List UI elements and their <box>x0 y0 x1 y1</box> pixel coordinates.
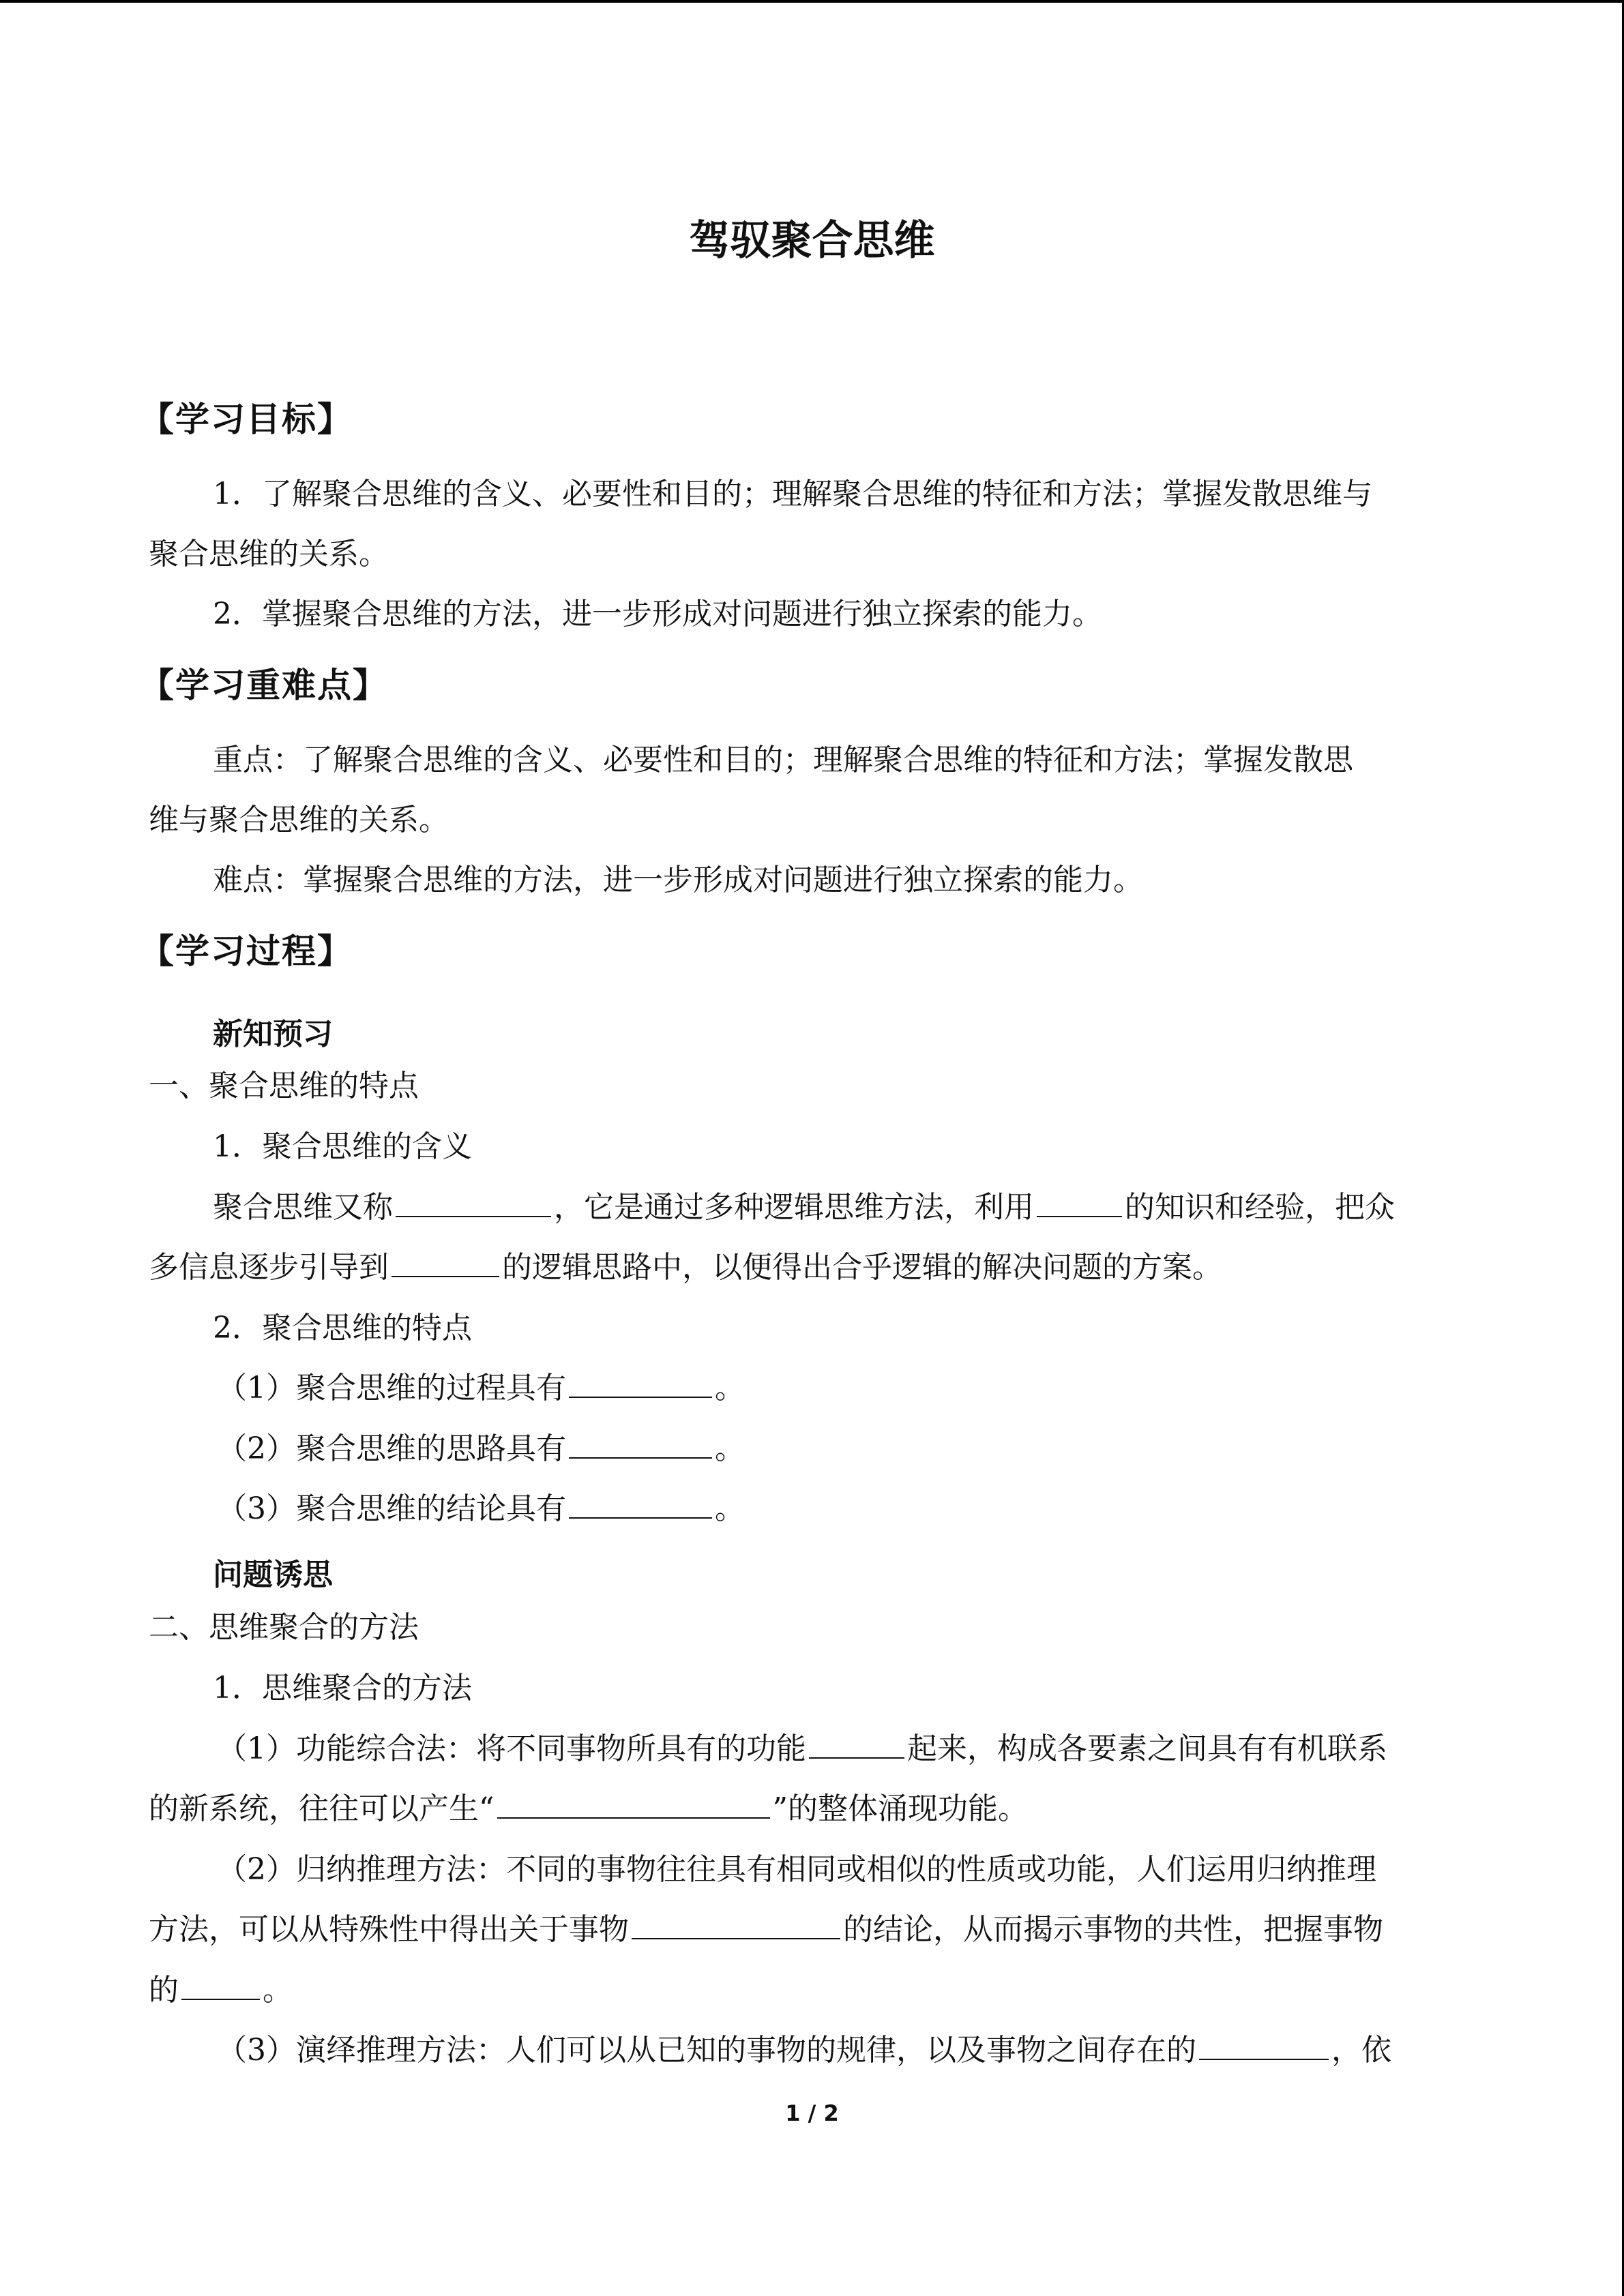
blank-7[interactable] <box>809 1730 904 1759</box>
heading-process: 【学习过程】 <box>140 931 353 971</box>
feature-1: （1）聚合思维的过程具有 。 <box>217 1371 745 1405</box>
goal-2: 2．掌握聚合思维的方法，进一步形成对问题进行独立探索的能力。 <box>213 597 1102 631</box>
method-3-line-1: （3）演绎推理方法：人们可以从已知的事物的规律，以及事物之间存在的 ，依 <box>217 2033 1391 2068</box>
part-2-title: 二、思维聚合的方法 <box>149 1610 419 1645</box>
part-2-item-1: 1．思维聚合的方法 <box>213 1671 472 1705</box>
blank-3[interactable] <box>392 1249 499 1277</box>
key-point: 重点：了解聚合思维的含义、必要性和目的；理解聚合思维的特征和方法；掌握发散思 <box>213 743 1353 777</box>
method-1-line-2: 的新系统，往往可以产生“ ”的整体涌现功能。 <box>149 1791 1028 1826</box>
method-2-line-1: （2）归纳推理方法：不同的事物往往具有相同或相似的性质或功能，人们运用归纳推理 <box>217 1852 1376 1887</box>
heading-goals: 【学习目标】 <box>140 400 353 439</box>
page-number: 1 / 2 <box>785 2100 839 2126</box>
preview-title: 新知预习 <box>213 1017 333 1052</box>
blank-9[interactable] <box>632 1911 840 1939</box>
part-1-item-1: 1．聚合思维的含义 <box>213 1129 472 1164</box>
blank-5[interactable] <box>569 1430 712 1459</box>
heading-key: 【学习重难点】 <box>140 666 388 705</box>
goal-1-cont: 聚合思维的关系。 <box>149 537 389 571</box>
blank-8[interactable] <box>497 1790 770 1819</box>
blank-6[interactable] <box>569 1490 712 1519</box>
top-border <box>0 0 1624 3</box>
page-title: 驾驭聚合思维 <box>689 217 935 265</box>
goal-1: 1．了解聚合思维的含义、必要性和目的；理解聚合思维的特征和方法；掌握发散思维与 <box>213 477 1372 511</box>
blank-10[interactable] <box>181 1971 260 2000</box>
blank-4[interactable] <box>569 1369 712 1398</box>
question-title: 问题诱思 <box>213 1557 333 1592</box>
method-1-line-1: （1）功能综合法：将不同事物所具有的功能 起来，构成各要素之间具有有机联系 <box>217 1731 1387 1766</box>
key-point-cont: 维与聚合思维的关系。 <box>149 803 449 837</box>
feature-3: （3）聚合思维的结论具有 。 <box>217 1491 745 1526</box>
difficult-point: 难点：掌握聚合思维的方法，进一步形成对问题进行独立探索的能力。 <box>213 863 1143 897</box>
definition-line-2: 多信息逐步引导到 的逻辑思路中，以便得出合乎逻辑的解决问题的方案。 <box>149 1250 1222 1285</box>
part-1-title: 一、聚合思维的特点 <box>149 1069 419 1103</box>
part-1-item-2: 2．聚合思维的特点 <box>213 1311 472 1345</box>
definition-line-1: 聚合思维又称 ，它是通过多种逻辑思维方法，利用 的知识和经验，把众 <box>213 1190 1395 1225</box>
blank-11[interactable] <box>1199 2031 1329 2060</box>
blank-2[interactable] <box>1037 1189 1122 1217</box>
method-2-line-2: 方法，可以从特殊性中得出关于事物 的结论，从而揭示事物的共性，把握事物 <box>149 1912 1383 1947</box>
feature-2: （2）聚合思维的思路具有 。 <box>217 1431 745 1466</box>
blank-1[interactable] <box>396 1189 551 1217</box>
method-2-line-3: 的 。 <box>149 1973 293 2008</box>
